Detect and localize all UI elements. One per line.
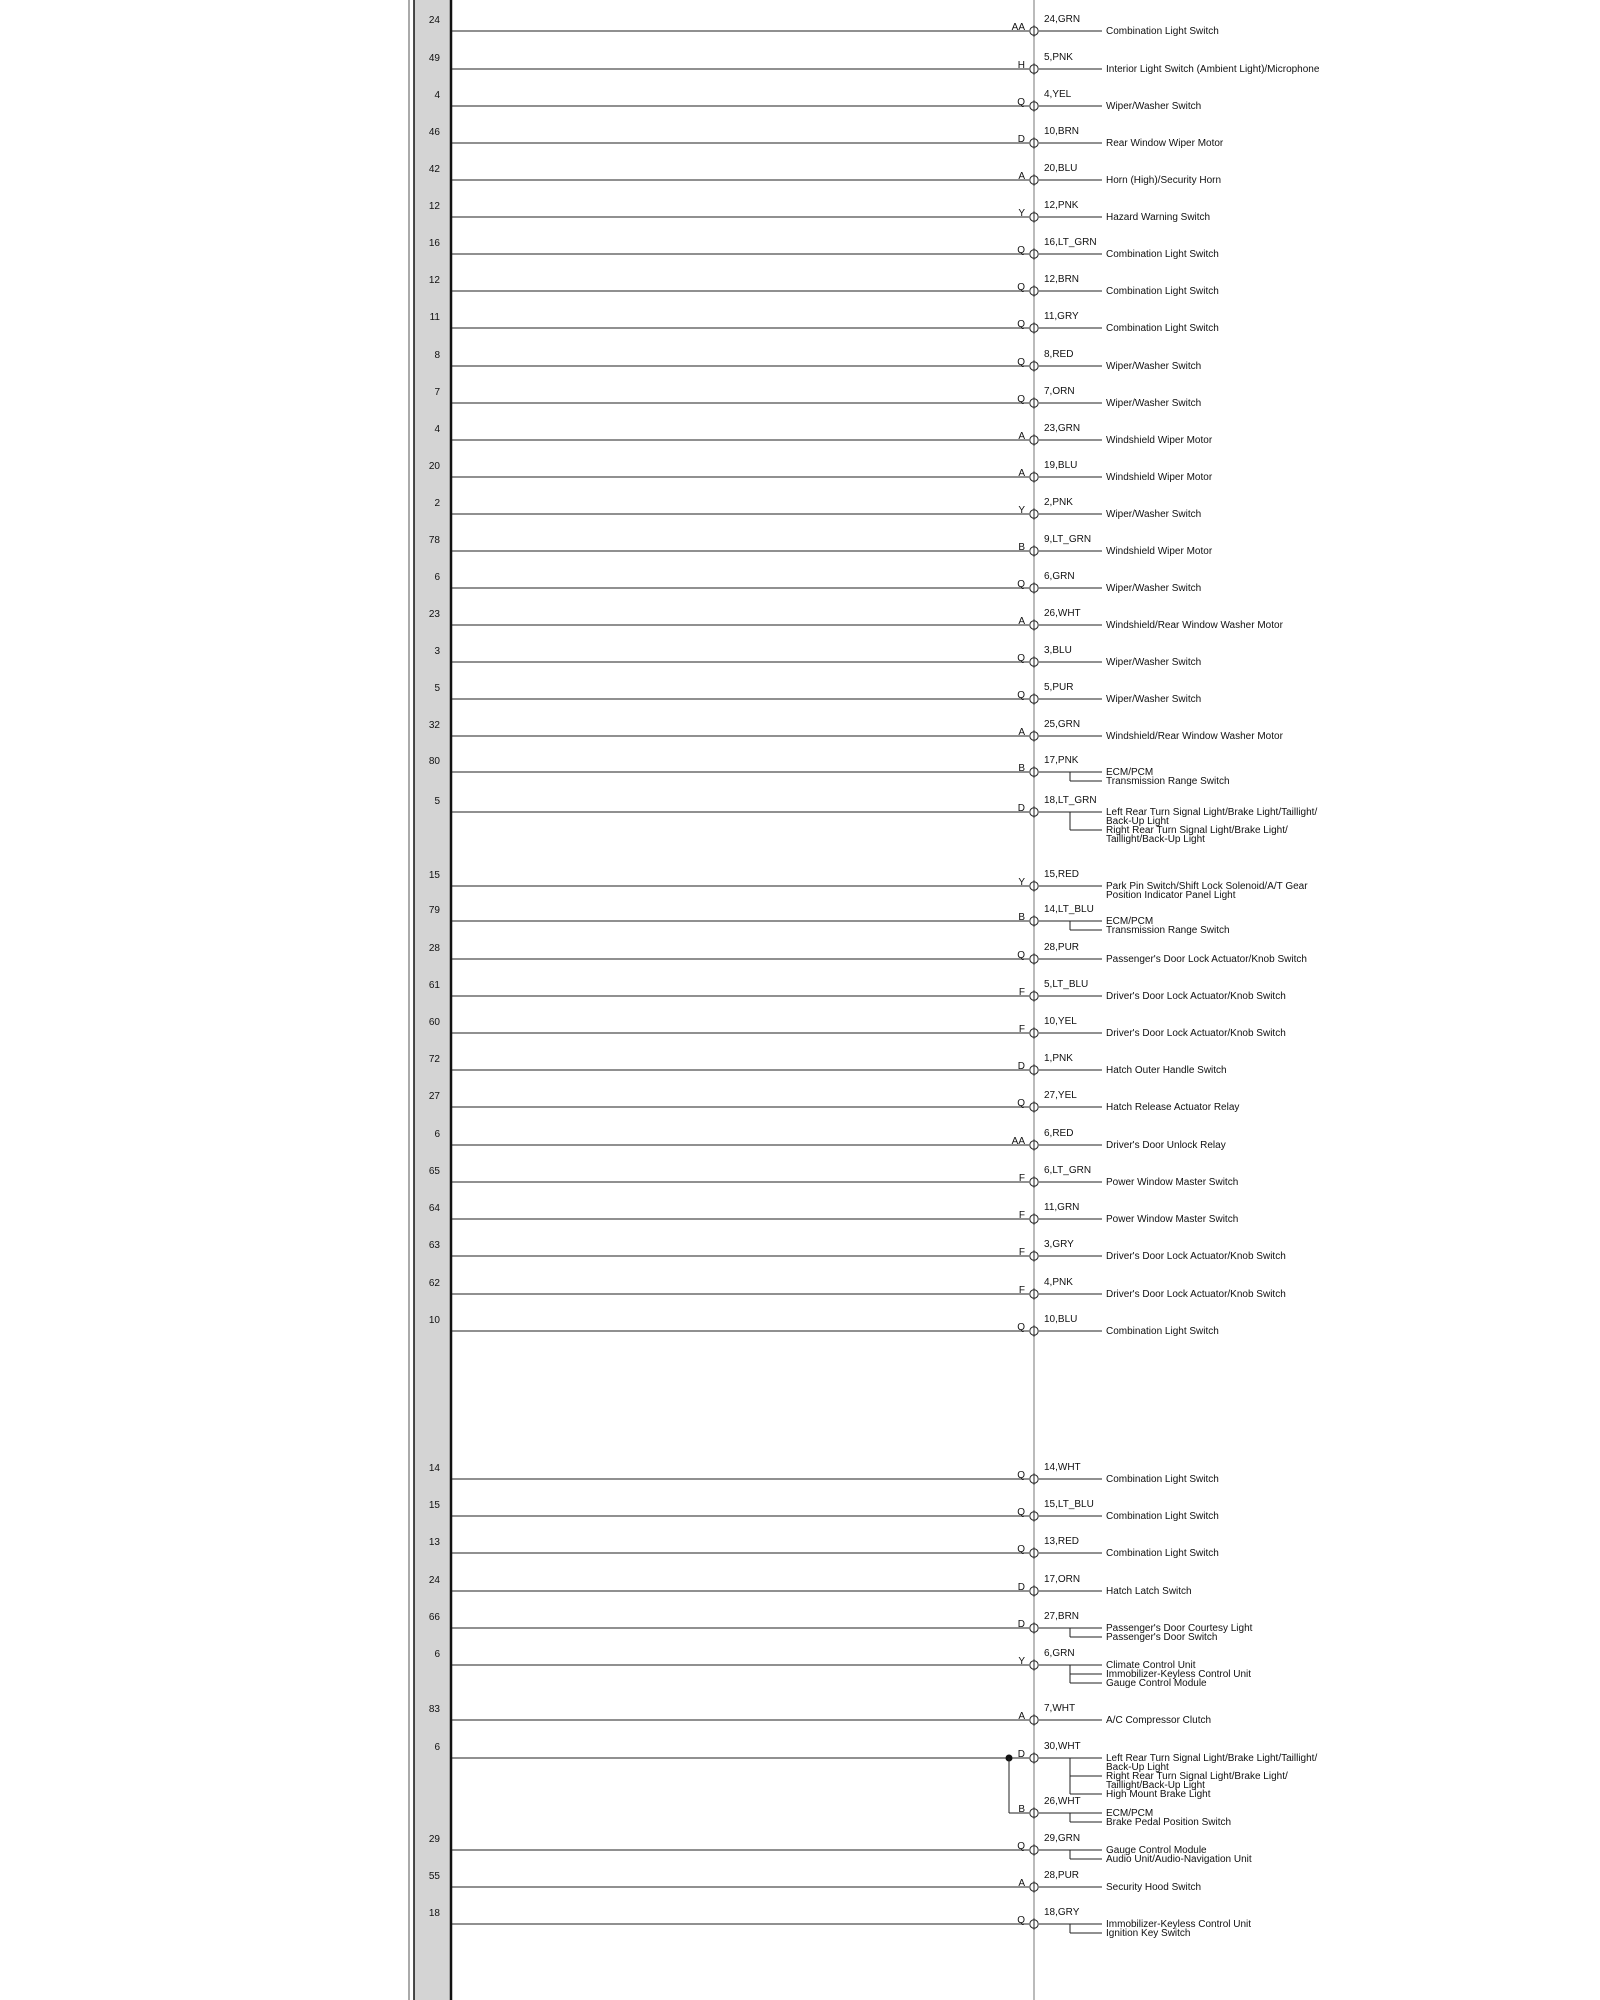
pin-number: 2 — [434, 498, 440, 509]
destination-label: Driver's Door Lock Actuator/Knob Switch — [1106, 1251, 1286, 1262]
pin-number: 13 — [428, 1537, 440, 1548]
destination-label: Security Hood Switch — [1106, 1882, 1202, 1893]
destination-label: Position Indicator Panel Light — [1106, 890, 1236, 901]
destination-label: Right Rear Turn Signal Light/Brake Light/ — [1106, 825, 1288, 836]
destination-label: Ignition Key Switch — [1106, 1928, 1191, 1939]
destination-label: Combination Light Switch — [1106, 1548, 1219, 1559]
pin-number: 27 — [428, 1091, 440, 1102]
destination-label: Taillight/Back-Up Light — [1106, 834, 1205, 845]
wire-label: 10,BLU — [1044, 1314, 1078, 1325]
connector-id: F — [1018, 1210, 1025, 1221]
wire-label: 17,ORN — [1044, 1574, 1081, 1585]
destination-label: Power Window Master Switch — [1106, 1214, 1239, 1225]
pin-number: 4 — [434, 90, 440, 101]
wire-label: 15,LT_BLU — [1044, 1499, 1094, 1510]
connector-id: D — [1017, 1061, 1025, 1072]
wire-label: 10,YEL — [1044, 1016, 1077, 1027]
wire-label: 15,RED — [1044, 869, 1080, 880]
destination-label: A/C Compressor Clutch — [1106, 1715, 1212, 1726]
connector-id: B — [1018, 763, 1025, 774]
destination-label: Wiper/Washer Switch — [1106, 694, 1202, 705]
pin-number: 80 — [428, 756, 440, 767]
connector-id: Q — [1017, 1841, 1025, 1852]
pin-number: 65 — [428, 1166, 440, 1177]
pin-number: 18 — [428, 1908, 440, 1919]
connector-id: F — [1018, 1024, 1025, 1035]
pin-number: 11 — [429, 312, 440, 323]
destination-label: Audio Unit/Audio-Navigation Unit — [1106, 1854, 1252, 1865]
wire-label: 19,BLU — [1044, 460, 1078, 471]
connector-id: A — [1018, 727, 1025, 738]
wire-label: 8,RED — [1044, 349, 1074, 360]
destination-label: Wiper/Washer Switch — [1106, 101, 1202, 112]
destination-label: Park Pin Switch/Shift Lock Solenoid/A/T Gear — [1106, 881, 1308, 892]
destination-label: Hatch Release Actuator Relay — [1106, 1102, 1240, 1113]
connector-id: A — [1018, 468, 1025, 479]
pin-number: 32 — [428, 720, 440, 731]
wire-label: 3,BLU — [1044, 645, 1072, 656]
connector-id: F — [1018, 1285, 1025, 1296]
connector-id: D — [1017, 1619, 1025, 1630]
wire-rows — [429, 14, 1320, 1939]
connector-id: Q — [1017, 653, 1025, 664]
wire-label: 3,GRY — [1044, 1239, 1074, 1250]
wire-label: 9,LT_GRN — [1044, 534, 1092, 545]
wire-label: 27,BRN — [1044, 1611, 1080, 1622]
destination-label: Transmission Range Switch — [1106, 925, 1230, 936]
pin-number: 46 — [428, 127, 440, 138]
destination-label: Hatch Outer Handle Switch — [1106, 1065, 1227, 1076]
destination-label: Horn (High)/Security Horn — [1106, 175, 1222, 186]
wire-label: 6,LT_GRN — [1044, 1165, 1092, 1176]
pin-number: 79 — [428, 905, 440, 916]
wire-label: 30,WHT — [1044, 1741, 1081, 1752]
connector-id: B — [1018, 912, 1025, 923]
wire-label: 5,PUR — [1044, 682, 1074, 693]
connector-id: A — [1018, 1878, 1025, 1889]
connector-id: Y — [1018, 1656, 1025, 1667]
wire-label: 6,GRN — [1044, 571, 1075, 582]
pin-number: 6 — [434, 1742, 440, 1753]
destination-label: ECM/PCM — [1106, 767, 1154, 778]
destination-label: Left Rear Turn Signal Light/Brake Light/Taillight/ — [1106, 1753, 1318, 1764]
pin-number: 64 — [428, 1203, 440, 1214]
connector-id: B — [1018, 542, 1025, 553]
wire-label: 28,PUR — [1044, 1870, 1080, 1881]
wire-label: 28,PUR — [1044, 942, 1080, 953]
pin-number: 4 — [434, 424, 440, 435]
pin-number: 3 — [434, 646, 440, 657]
pin-number: 62 — [428, 1278, 440, 1289]
connector-id: A — [1018, 171, 1025, 182]
connector-id: H — [1017, 60, 1025, 71]
wire-label: 12,PNK — [1044, 200, 1079, 211]
connector-id: D — [1017, 1749, 1025, 1760]
pin-number: 42 — [428, 164, 440, 175]
destination-label: Wiper/Washer Switch — [1106, 398, 1202, 409]
wire-label: 16,LT_GRN — [1044, 237, 1097, 248]
connector-id: D — [1017, 803, 1025, 814]
pin-number: 15 — [428, 1500, 440, 1511]
destination-label: Windshield Wiper Motor — [1106, 546, 1213, 557]
destination-label: Combination Light Switch — [1106, 1474, 1219, 1485]
destination-label: Driver's Door Lock Actuator/Knob Switch — [1106, 991, 1286, 1002]
destination-label: Immobilizer-Keyless Control Unit — [1106, 1919, 1252, 1930]
destination-label: Rear Window Wiper Motor — [1106, 138, 1224, 149]
pin-number: 55 — [428, 1871, 440, 1882]
destination-label: High Mount Brake Light — [1106, 1789, 1211, 1800]
destination-label: Right Rear Turn Signal Light/Brake Light/ — [1106, 1771, 1288, 1782]
connector-id: A — [1018, 1711, 1025, 1722]
pin-number: 14 — [428, 1463, 440, 1474]
pin-number: 72 — [428, 1054, 440, 1065]
destination-label: Brake Pedal Position Switch — [1106, 1817, 1232, 1828]
wire-label: 4,PNK — [1044, 1277, 1073, 1288]
destination-label: Combination Light Switch — [1106, 286, 1219, 297]
connector-id: Q — [1017, 1544, 1025, 1555]
control-unit-body — [414, 0, 451, 2000]
destination-label: Driver's Door Unlock Relay — [1106, 1140, 1226, 1151]
pin-number: 61 — [428, 980, 440, 991]
pin-number: 6 — [434, 1129, 440, 1140]
connector-id: Q — [1017, 245, 1025, 256]
connector-id: AA — [1011, 22, 1025, 33]
destination-label: ECM/PCM — [1106, 916, 1154, 927]
destination-label: Wiper/Washer Switch — [1106, 509, 1202, 520]
wire-label: 7,ORN — [1044, 386, 1075, 397]
connector-id: AA — [1011, 1136, 1025, 1147]
wire-label: 17,PNK — [1044, 755, 1079, 766]
connector-id: Y — [1018, 208, 1025, 219]
destination-label: Windshield Wiper Motor — [1106, 435, 1213, 446]
wire-label: 5,LT_BLU — [1044, 979, 1089, 990]
destination-label: Gauge Control Module — [1106, 1845, 1207, 1856]
pin-number: 78 — [428, 535, 440, 546]
pin-number: 12 — [428, 201, 440, 212]
pin-number: 28 — [428, 943, 440, 954]
wire-label: 10,BRN — [1044, 126, 1080, 137]
connector-id: Q — [1017, 97, 1025, 108]
destination-label: Taillight/Back-Up Light — [1106, 1780, 1205, 1791]
connector-id: F — [1018, 1173, 1025, 1184]
destination-label: Combination Light Switch — [1106, 1326, 1219, 1337]
destination-label: Back-Up Light — [1106, 816, 1169, 827]
destination-label: Combination Light Switch — [1106, 323, 1219, 334]
pin-number: 23 — [428, 609, 440, 620]
pin-number: 5 — [434, 796, 440, 807]
connector-id: Y — [1018, 877, 1025, 888]
destination-label: Back-Up Light — [1106, 1762, 1169, 1773]
wire-label: 25,GRN — [1044, 719, 1081, 730]
wire-label: 7,WHT — [1044, 1703, 1076, 1714]
destination-label: Combination Light Switch — [1106, 1511, 1219, 1522]
pin-number: 24 — [428, 1575, 440, 1586]
pin-number: 15 — [428, 870, 440, 881]
connector-id: Q — [1017, 1322, 1025, 1333]
connector-id: D — [1017, 134, 1025, 145]
wire-label: 12,BRN — [1044, 274, 1080, 285]
connector-id: Q — [1017, 1915, 1025, 1926]
wire-label: 1,PNK — [1044, 1053, 1073, 1064]
connector-id: A — [1018, 616, 1025, 627]
wire-label: 6,RED — [1044, 1128, 1074, 1139]
destination-label: Wiper/Washer Switch — [1106, 361, 1202, 372]
pin-number: 66 — [428, 1612, 440, 1623]
connector-id: Q — [1017, 1507, 1025, 1518]
wire-label: 18,GRY — [1044, 1907, 1080, 1918]
connector-id: Q — [1017, 950, 1025, 961]
pin-number: 24 — [428, 15, 440, 26]
connector-id: B — [1018, 1804, 1025, 1815]
destination-label: Windshield/Rear Window Washer Motor — [1106, 731, 1283, 742]
destination-label: Combination Light Switch — [1106, 249, 1219, 260]
wire-label: 24,GRN — [1044, 14, 1081, 25]
wire-label: 4,YEL — [1044, 89, 1072, 100]
connector-id: F — [1018, 1247, 1025, 1258]
wire-label: 5,PNK — [1044, 52, 1073, 63]
connector-id: Q — [1017, 282, 1025, 293]
destination-label: Left Rear Turn Signal Light/Brake Light/Taillight/ — [1106, 807, 1318, 818]
destination-label: Hazard Warning Switch — [1106, 212, 1211, 223]
wire-label: 6,GRN — [1044, 1648, 1075, 1659]
connector-id: Q — [1017, 319, 1025, 330]
pin-number: 6 — [434, 1649, 440, 1660]
pin-number: 60 — [428, 1017, 440, 1028]
connector-id: F — [1018, 987, 1025, 998]
destination-label: Wiper/Washer Switch — [1106, 657, 1202, 668]
pin-number: 49 — [428, 53, 440, 64]
destination-label: Passenger's Door Courtesy Light — [1106, 1623, 1253, 1634]
pin-number: 63 — [428, 1240, 440, 1251]
pin-number: 7 — [434, 387, 440, 398]
destination-label: Hatch Latch Switch — [1106, 1586, 1192, 1597]
wire-label: 26,WHT — [1044, 1796, 1081, 1807]
wire-label: 20,BLU — [1044, 163, 1078, 174]
destination-label: Passenger's Door Switch — [1106, 1632, 1218, 1643]
pin-number: 5 — [434, 683, 440, 694]
connector-id: Q — [1017, 1098, 1025, 1109]
wire-label: 27,YEL — [1044, 1090, 1077, 1101]
connector-id: Q — [1017, 357, 1025, 368]
pin-number: 83 — [428, 1704, 440, 1715]
connector-id: Y — [1018, 505, 1025, 516]
pin-number: 12 — [428, 275, 440, 286]
wire-label: 2,PNK — [1044, 497, 1073, 508]
destination-label: Immobilizer-Keyless Control Unit — [1106, 1669, 1252, 1680]
wire-label: 14,WHT — [1044, 1462, 1081, 1473]
destination-label: Windshield Wiper Motor — [1106, 472, 1213, 483]
wire-label: 29,GRN — [1044, 1833, 1081, 1844]
pin-number: 10 — [428, 1315, 440, 1326]
destination-label: ECM/PCM — [1106, 1808, 1154, 1819]
wire-label: 13,RED — [1044, 1536, 1080, 1547]
pin-number: 16 — [428, 238, 440, 249]
pin-number: 29 — [428, 1834, 440, 1845]
destination-label: Interior Light Switch (Ambient Light)/Microphone — [1106, 64, 1320, 75]
connector-id: Q — [1017, 690, 1025, 701]
pin-number: 8 — [434, 350, 440, 361]
destination-label: Gauge Control Module — [1106, 1678, 1207, 1689]
destination-label: Driver's Door Lock Actuator/Knob Switch — [1106, 1028, 1286, 1039]
destination-label: Power Window Master Switch — [1106, 1177, 1239, 1188]
destination-label: Combination Light Switch — [1106, 26, 1219, 37]
connector-id: A — [1018, 431, 1025, 442]
connector-id: Q — [1017, 1470, 1025, 1481]
wire-label: 11,GRY — [1044, 311, 1079, 322]
destination-label: Climate Control Unit — [1106, 1660, 1196, 1671]
destination-label: Wiper/Washer Switch — [1106, 583, 1202, 594]
pin-number: 6 — [434, 572, 440, 583]
destination-label: Driver's Door Lock Actuator/Knob Switch — [1106, 1289, 1286, 1300]
wire-label: 14,LT_BLU — [1044, 904, 1094, 915]
destination-label: Passenger's Door Lock Actuator/Knob Switch — [1106, 954, 1307, 965]
wire-label: 23,GRN — [1044, 423, 1081, 434]
wire-label: 11,GRN — [1044, 1202, 1080, 1213]
connector-id: D — [1017, 1582, 1025, 1593]
pin-number: 20 — [428, 461, 440, 472]
connector-id: Q — [1017, 394, 1025, 405]
destination-label: Windshield/Rear Window Washer Motor — [1106, 620, 1283, 631]
wire-label: 18,LT_GRN — [1044, 795, 1097, 806]
wire-label: 26,WHT — [1044, 608, 1081, 619]
connector-id: Q — [1017, 579, 1025, 590]
destination-label: Transmission Range Switch — [1106, 776, 1230, 787]
